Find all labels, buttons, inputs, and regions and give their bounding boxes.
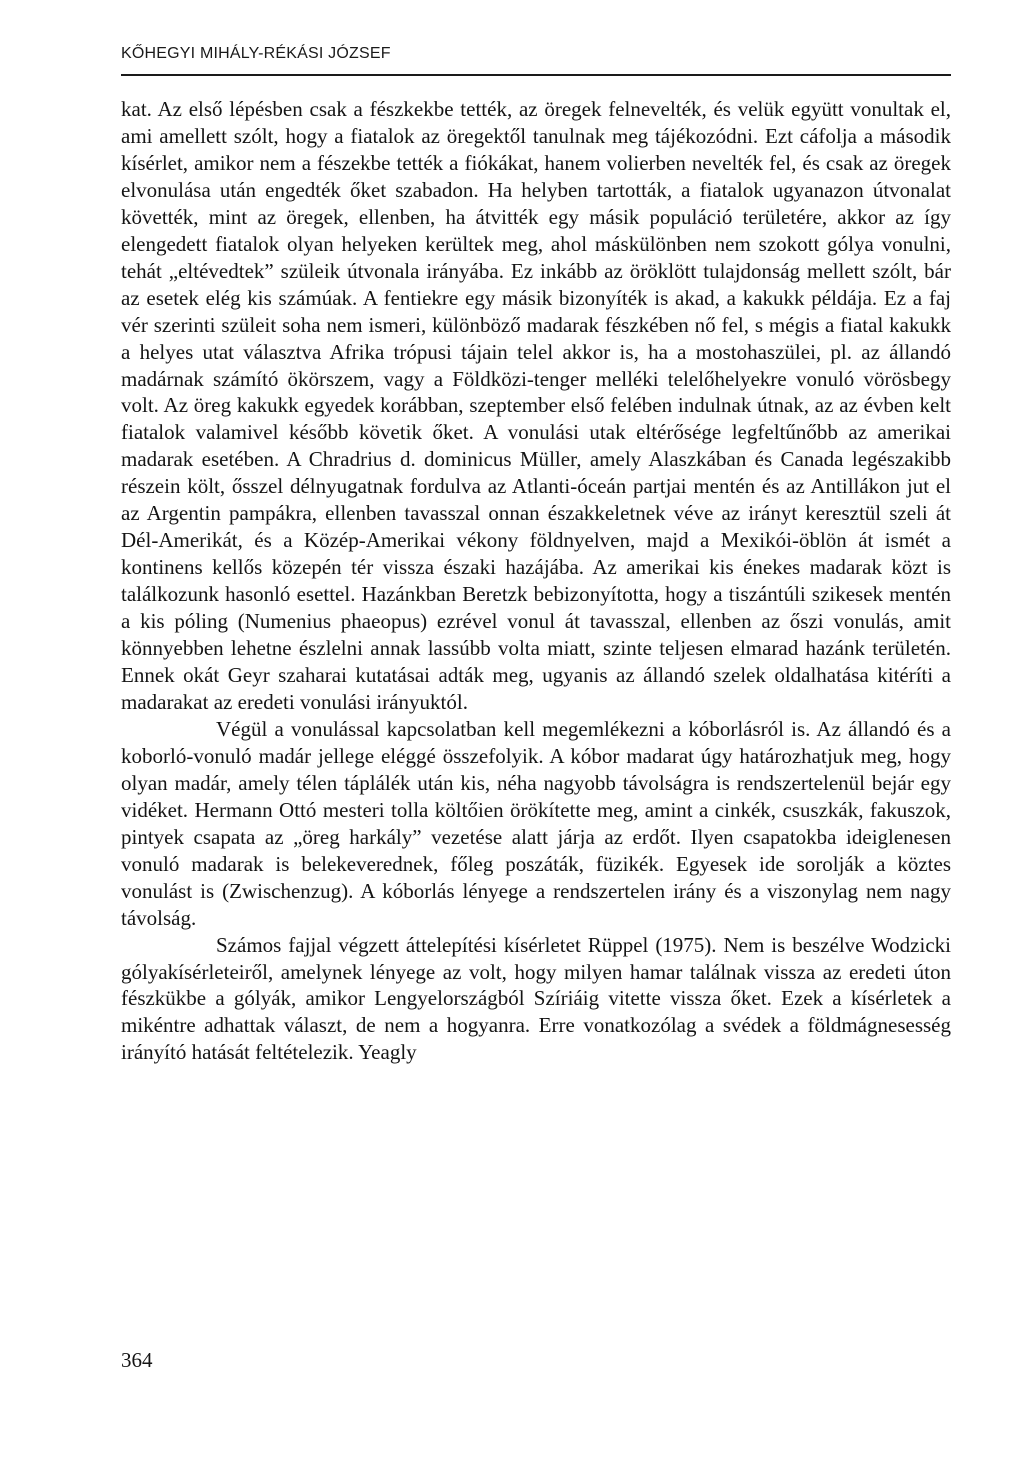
paragraph-2: Végül a vonulással kapcsolatban kell megemlékezni a kóborlásról is. Az állandó és a koborló-vonuló madár jellege eléggé összefolyik. A kóbor madarat úgy határozhatjuk meg, hogy olyan madár, amely télen táplálék után kis, néha nagyobb távolságra is rendszertelenül bejár egy vidéket. Hermann Ottó mesteri tolla költőien örökítette meg, amint a cinkék, csuszkák, fakuszok, pintyek csapata az „öreg harkály” vezetése alatt járja az erdőt. Ilyen csapatokba ideiglenesen vonuló madarak is belekeverednek, főleg poszáták, füzikék. Egyesek ide sorolják a köztes vonulást is (Zwischenzug). A kóborlás lényege a rendszertelen irány és a viszonylag nem nagy távolság. [121,716,951,930]
paragraph-3: Számos fajjal végzett áttelepítési kísérletet Rüppel (1975). Nem is beszélve Wodzicki gólyakísérleteiről, amelynek lényege az volt, hogy milyen hamar találnak vissza az eredeti úton fészkükbe a gólyák, amikor Lengyelországból Szíriáig vitette vissza őket. Ezek a kísérletek a mikéntre adhattak választ, de nem a hogyanra. Erre vonatkozólag a svédek a földmágnesesség irányító hatását feltételezik. Yeagly [121,932,951,1065]
header-rule [121,74,951,76]
page-number: 364 [121,1348,153,1372]
paragraph-1: kat. Az első lépésben csak a fészkekbe tették, az öregek felnevelték, és velük együtt vonultak el, ami amellett szólt, hogy a fiatalok az öregektől tanulnak meg tájékozódni. Ezt cáfolja a második kísérlet, amikor nem a fészekbe tették a fiókákat, hanem volierben nevelték fel, és csak az öregek elvonulása után engedték őket szabadon. Ha helyben tartották, a fiatalok ugyanazon útvonalat követték, mint az öregek, ellenben, ha átvitték egy másik populáció területére, akkor az így elengedett fiatalok olyan helyeken kerültek meg, ahol máskülönben nem szokott gólya vonulni, tehát „eltévedtek” szüleik útvonala irányába. Ez inkább az öröklött tulajdonság mellett szólt, bár az esetek elég kis számúak. A fentiekre egy másik bizonyíték is akad, a kakukk példája. Ez a faj vér szerinti szüleit soha nem ismeri, különböző madarak fészkében nő fel, s mégis a fiatal kakukk a helyes utat választva Afrika trópusi tájain telel akkor is, ha a mostohaszülei, pl. az állandó madárnak számító ökörszem, vagy a Földközi-tenger melléki telelőhelyekre vonuló vörösbegy volt. Az öreg kakukk egyedek korábban, szeptember első felében indulnak útnak, az az évben kelt fiatalok valamivel később követik őket. A vonulási utak eltérősége legfeltűnőbb az amerikai madarak esetében. A Chradrius d. dominicus Müller, amely Alaszkában és Canada legészakibb részein költ, ősszel délnyugatnak fordulva az Atlanti-óceán partjai mentén és az Antillákon jut el az Argentin pampákra, ellenben tavasszal onnan északkeletnek véve az irányt keresztül szeli át Dél-Amerikát, és a Közép-Amerikai vékony földnyelven, majd a Mexikói-öblön át ismét a kontinens kellős közepén tér vissza északi hazájába. Az amerikai kis énekes madarak közt is találkozunk hasonló esettel. Hazánkban Beretzk bebizonyította, hogy a tiszántúli szikesek mentén a kis póling (Numenius phaeopus) ezrével vonul át tavasszal, ellenben az őszi vonulás, amit könnyebben lehetne észlelni annak lassúbb volta miatt, szinte teljesen elmarad hazánk területén. Ennek okát Geyr szaharai kutatásai adták meg, ugyanis az állandó szelek oldalhatása kitéríti a madarakat az eredeti vonulási irányuktól. [121,97,951,714]
body-text [121,96,951,1066]
running-head: KŐHEGYI MIHÁLY-RÉKÁSI JÓZSEF [121,45,391,62]
